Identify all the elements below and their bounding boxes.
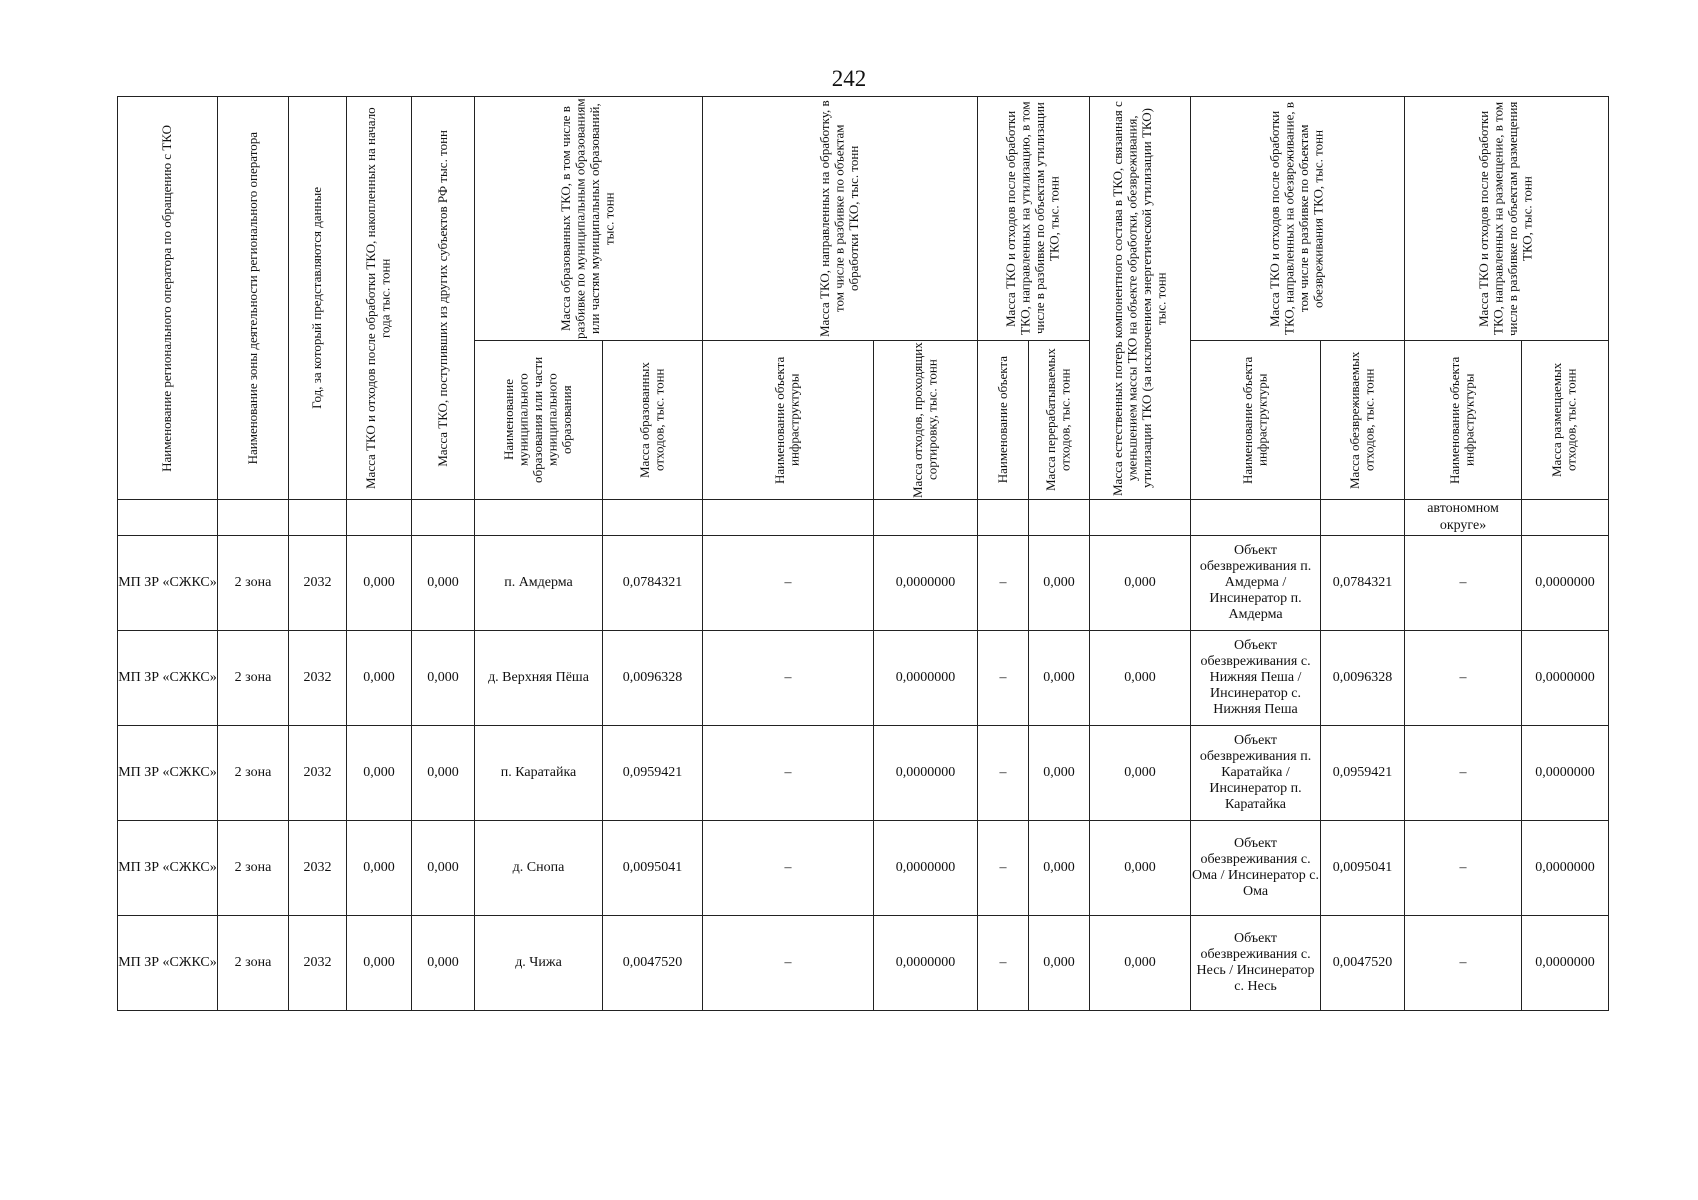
mass-received-cell: 0,000 <box>412 536 475 631</box>
mo-name-cell: п. Каратайка <box>475 726 603 821</box>
mass-received-cell: 0,000 <box>412 631 475 726</box>
col-header-formed-mass: Масса образованных отходов, тыс. тонн <box>603 341 703 500</box>
utilization-object-cell: – <box>978 631 1029 726</box>
header-row-groups <box>118 97 1609 341</box>
col-header-neutralization-group: Масса ТКО и отходов после обработки ТКО, направленных на обезвреживание, в том числе в разбивке по объектам обезвреживания ТКО, тыс. тонн <box>1191 97 1405 341</box>
mass-received-cell: 0,000 <box>412 916 475 1011</box>
natural-loss-cell: 0,000 <box>1090 726 1191 821</box>
table-body <box>118 536 1609 1011</box>
neutralization-mass-cell: 0,0095041 <box>1321 821 1405 916</box>
mo-name-cell: п. Амдерма <box>475 536 603 631</box>
utilization-mass-cell: 0,000 <box>1029 536 1090 631</box>
mass-start-cell: 0,000 <box>347 916 412 1011</box>
processing-mass-cell: 0,0000000 <box>874 536 978 631</box>
placement-object-cell: – <box>1405 536 1522 631</box>
neutralization-object-cell: Объект обезвреживания с. Нижняя Пеша / Инсинератор с. Нижняя Пеша <box>1191 631 1321 726</box>
year-cell: 2032 <box>289 821 347 916</box>
mo-name-cell: д. Снопа <box>475 821 603 916</box>
col-header-natural-loss: Масса естественных потерь компонентного состава в ТКО, связанная с уменьшением массы ТКО на объекте обработки, обезвреживания, утилизации ТКО (за исключением энергетической утилизации ТКО) тыс. тонн <box>1090 97 1191 500</box>
placement-object-cell: – <box>1405 631 1522 726</box>
operator-cell: МП ЗР «СЖКС» <box>118 631 218 726</box>
placement-mass-cell: 0,0000000 <box>1522 631 1609 726</box>
utilization-mass-cell: 0,000 <box>1029 821 1090 916</box>
continuation-row <box>118 500 1609 536</box>
zone-cell: 2 зона <box>218 821 289 916</box>
placement-mass-cell: 0,0000000 <box>1522 726 1609 821</box>
neutralization-mass-cell: 0,0096328 <box>1321 631 1405 726</box>
placement-mass-cell: 0,0000000 <box>1522 821 1609 916</box>
formed-mass-cell: 0,0959421 <box>603 726 703 821</box>
processing-object-cell: – <box>703 916 874 1011</box>
formed-mass-cell: 0,0096328 <box>603 631 703 726</box>
col-header-utilization-mass: Масса перерабатываемых отходов, тыс. тонн <box>1029 341 1090 500</box>
col-header-formed-group: Масса образованных ТКО, в том числе в разбивке по муниципальным образованиям или частям муниципальных образований, тыс. тонн <box>475 97 703 341</box>
placement-mass-cell: 0,0000000 <box>1522 916 1609 1011</box>
operator-cell: МП ЗР «СЖКС» <box>118 726 218 821</box>
mo-name-cell: д. Верхняя Пёша <box>475 631 603 726</box>
operator-cell: МП ЗР «СЖКС» <box>118 536 218 631</box>
utilization-object-cell: – <box>978 726 1029 821</box>
formed-mass-cell: 0,0047520 <box>603 916 703 1011</box>
placement-object-cell: – <box>1405 821 1522 916</box>
placement-object-cell: – <box>1405 916 1522 1011</box>
processing-object-cell: – <box>703 821 874 916</box>
processing-mass-cell: 0,0000000 <box>874 821 978 916</box>
placement-object-cell: – <box>1405 726 1522 821</box>
processing-object-cell: – <box>703 726 874 821</box>
processing-mass-cell: 0,0000000 <box>874 916 978 1011</box>
year-cell: 2032 <box>289 536 347 631</box>
table-row <box>118 821 1609 916</box>
table-row <box>118 631 1609 726</box>
natural-loss-cell: 0,000 <box>1090 821 1191 916</box>
table-row <box>118 536 1609 631</box>
mass-start-cell: 0,000 <box>347 536 412 631</box>
zone-cell: 2 зона <box>218 536 289 631</box>
processing-mass-cell: 0,0000000 <box>874 631 978 726</box>
col-header-utilization-group: Масса ТКО и отходов после обработки ТКО, направленных на утилизацию, в том числе в разбивке по объектам утилизации ТКО, тыс. тонн <box>978 97 1090 341</box>
continuation-placement-object: автономном округе» <box>1405 500 1522 536</box>
col-header-neutralization-mass: Масса обезвреживаемых отходов, тыс. тонн <box>1321 341 1405 500</box>
neutralization-object-cell: Объект обезвреживания с. Несь / Инсинератор с. Несь <box>1191 916 1321 1011</box>
year-cell: 2032 <box>289 726 347 821</box>
processing-mass-cell: 0,0000000 <box>874 726 978 821</box>
zone-cell: 2 зона <box>218 631 289 726</box>
col-header-mass-start: Масса ТКО и отходов после обработки ТКО, накопленных на начало года тыс. тонн <box>347 97 412 500</box>
utilization-mass-cell: 0,000 <box>1029 916 1090 1011</box>
neutralization-mass-cell: 0,0959421 <box>1321 726 1405 821</box>
col-header-processing-mass: Масса отходов, проходящих сортировку, тыс. тонн <box>874 341 978 500</box>
utilization-mass-cell: 0,000 <box>1029 631 1090 726</box>
col-header-processing-group: Масса ТКО, направленных на обработку, в том числе в разбивке по объектам обработки ТКО, тыс. тонн <box>703 97 978 341</box>
col-header-placement-group: Масса ТКО и отходов после обработки ТКО, направленных на размещение, в том числе в разбивке по объектам размещения ТКО, тыс. тонн <box>1405 97 1609 341</box>
natural-loss-cell: 0,000 <box>1090 631 1191 726</box>
col-header-formed-mo-name: Наименование муниципального образования или части муниципального образования <box>475 341 603 500</box>
neutralization-mass-cell: 0,0047520 <box>1321 916 1405 1011</box>
mass-start-cell: 0,000 <box>347 821 412 916</box>
col-header-placement-object: Наименование объекта инфраструктуры <box>1405 341 1522 500</box>
operator-cell: МП ЗР «СЖКС» <box>118 916 218 1011</box>
col-header-year: Год, за который представляются данные <box>289 97 347 500</box>
col-header-placement-mass: Масса размещаемых отходов, тыс. тонн <box>1522 341 1609 500</box>
col-header-mass-received: Масса ТКО, поступивших из других субъектов РФ тыс. тонн <box>412 97 475 500</box>
natural-loss-cell: 0,000 <box>1090 916 1191 1011</box>
utilization-mass-cell: 0,000 <box>1029 726 1090 821</box>
neutralization-object-cell: Объект обезвреживания п. Каратайка / Инсинератор п. Каратайка <box>1191 726 1321 821</box>
year-cell: 2032 <box>289 916 347 1011</box>
page-number: 242 <box>831 66 867 91</box>
mass-received-cell: 0,000 <box>412 726 475 821</box>
operator-cell: МП ЗР «СЖКС» <box>118 821 218 916</box>
formed-mass-cell: 0,0095041 <box>603 821 703 916</box>
table-row <box>118 726 1609 821</box>
zone-cell: 2 зона <box>218 726 289 821</box>
utilization-object-cell: – <box>978 536 1029 631</box>
processing-object-cell: – <box>703 536 874 631</box>
col-header-operator: Наименование регионального оператора по обращению с ТКО <box>118 97 218 500</box>
neutralization-object-cell: Объект обезвреживания с. Ома / Инсинератор с. Ома <box>1191 821 1321 916</box>
col-header-neutralization-object: Наименование объекта инфраструктуры <box>1191 341 1321 500</box>
waste-register-table <box>117 96 1609 1011</box>
zone-cell: 2 зона <box>218 916 289 1011</box>
col-header-processing-object: Наименование объекта инфраструктуры <box>703 341 874 500</box>
mass-received-cell: 0,000 <box>412 821 475 916</box>
col-header-zone: Наименование зоны деятельности регионального оператора <box>218 97 289 500</box>
placement-mass-cell: 0,0000000 <box>1522 536 1609 631</box>
processing-object-cell: – <box>703 631 874 726</box>
utilization-object-cell: – <box>978 916 1029 1011</box>
mass-start-cell: 0,000 <box>347 726 412 821</box>
mass-start-cell: 0,000 <box>347 631 412 726</box>
table-row <box>118 916 1609 1011</box>
col-header-utilization-object: Наименование объекта <box>978 341 1029 500</box>
mo-name-cell: д. Чижа <box>475 916 603 1011</box>
formed-mass-cell: 0,0784321 <box>603 536 703 631</box>
natural-loss-cell: 0,000 <box>1090 536 1191 631</box>
year-cell: 2032 <box>289 631 347 726</box>
utilization-object-cell: – <box>978 821 1029 916</box>
neutralization-object-cell: Объект обезвреживания п. Амдерма / Инсинератор п. Амдерма <box>1191 536 1321 631</box>
neutralization-mass-cell: 0,0784321 <box>1321 536 1405 631</box>
